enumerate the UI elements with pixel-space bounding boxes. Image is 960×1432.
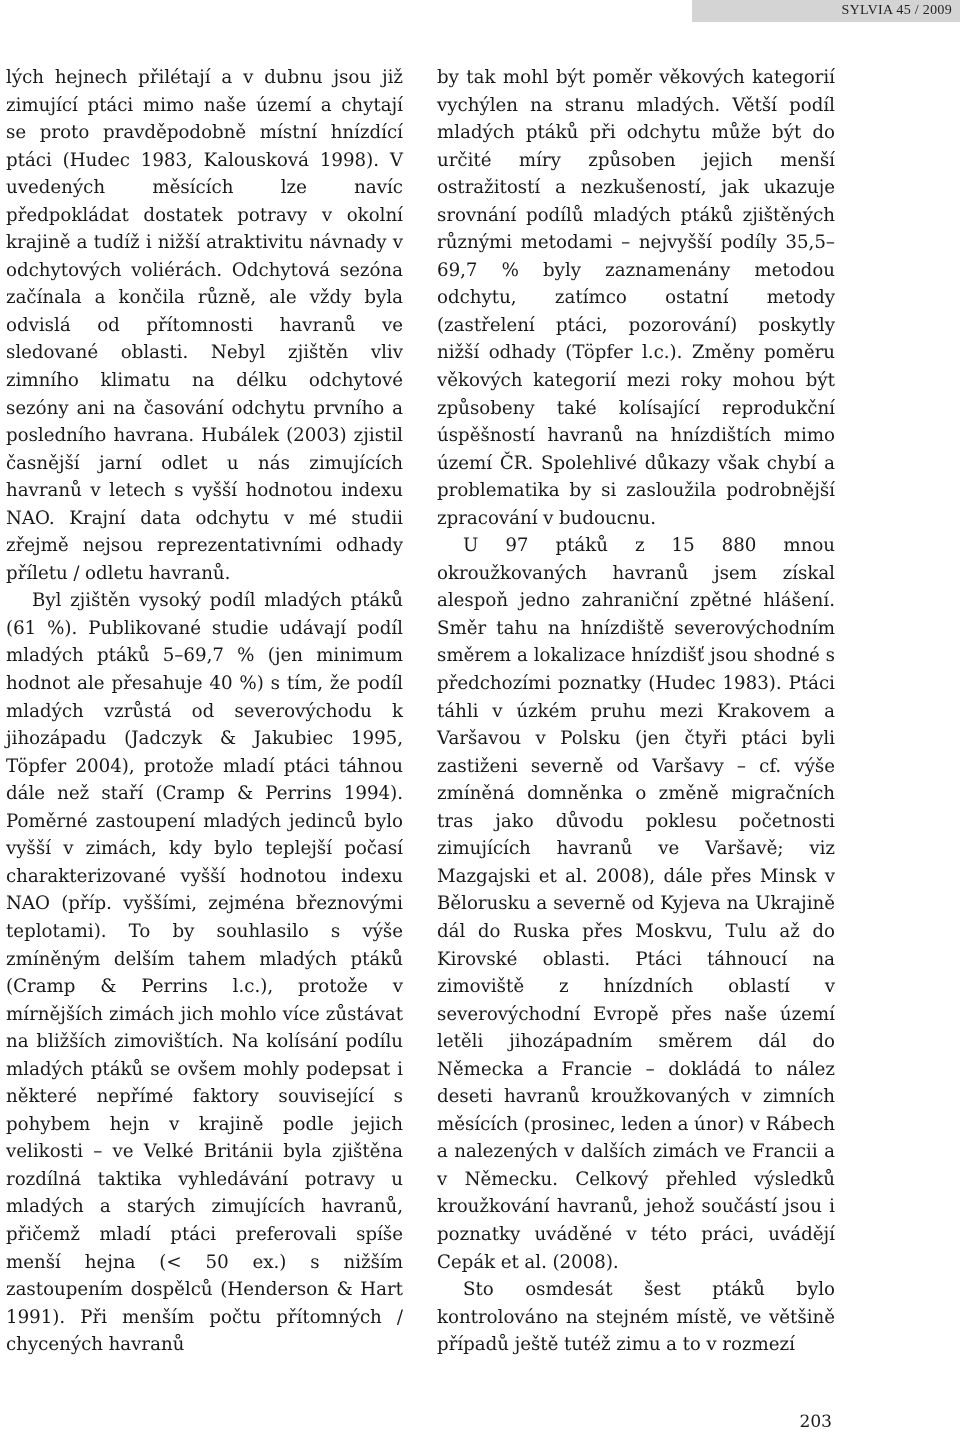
journal-header xyxy=(692,0,960,22)
journal-title: SYLVIA 45 / 2009 xyxy=(841,3,952,18)
paragraph: lých hejnech přilétají a v dubnu jsou již zimující ptáci mimo naše území a chytají se proto pravděpodobně místní hnízdící ptáci (Hudec 1983, Kalousková 1998). V uvedených měsících lze navíc předpokládat dostatek potravy v okolní krajině a tudíž i nižší atraktivitu návnady v odchytových voliérách. Odchytová sezóna začínala a končila různě, ale vždy byla odvislá od přítomnosti havranů ve sledované oblasti. Nebyl zjištěn vliv zimního klimatu na délku odchytové sezóny ani na časování odchytu prvního a posledního havrana. Hubálek (2003) zjistil časnější jarní odlet u nás zimujících havranů v letech s vyšší hodnotou indexu NAO. Krajní data odchytu v mé studii zřejmě nejsou reprezentativními odhady příletu / odletu havranů. xyxy=(6,67,403,584)
page-number: 203 xyxy=(799,1412,832,1432)
paragraph: Sto osmdesát šest ptáků bylo kontrolováno na stejném místě, ve většině případů ještě tutéž zimu a to v rozmezí xyxy=(437,1279,835,1356)
left-column xyxy=(6,64,403,1359)
paragraph: Byl zjištěn vysoký podíl mladých ptáků (61 %). Publikované studie udávají podíl mladých ptáků 5–69,7 % (jen minimum hodnot ale přesahuje 40 %) s tím, že podíl mladých vzrůstá od severovýchodu k jihozápadu (Jadczyk & Jakubiec 1995, Töpfer 2004), protože mladí ptáci táhnou dále než staří (Cramp & Perrins 1994). Poměrné zastoupení mladých jedinců bylo vyšší v zimách, kdy bylo teplejší počasí charakterizované vyšší hodnotou indexu NAO (příp. vyššími, zejména březnovými teplotami). To by souhlasilo s výše zmíněným delším tahem mladých ptáků (Cramp & Perrins l.c.), protože v mírnějších zimách jich mohlo více zůstávat na bližších zimovištích. Na kolísání podílu mladých ptáků se ovšem mohly podepsat i některé nepřímé faktory související s pohybem hejn v krajině podle jejich velikosti – ve Velké Británii byla zjištěna rozdílná taktika vyhledávání potravy u mladých a starých zimujících havranů, přičemž mladí ptáci preferovali spíše menší hejna (< 50 ex.) s nižším zastoupením dospělců (Henderson & Hart 1991). Při menším počtu přítomných / chycených havranů xyxy=(6,590,403,1356)
paragraph: by tak mohl být poměr věkových kategorií vychýlen na stranu mladých. Větší podíl mladých ptáků při odchytu může být do určité míry způsoben jejich menší ostražitostí a nezkušeností, jak ukazuje srovnání podílů mladých ptáků zjištěných různými metodami – nejvyšší podíly 35,5–69,7 % byly zaznamenány metodou odchytu, zatímco ostatní metody (zastřelení ptáci, pozorování) poskytly nižší odhady (Töpfer l.c.). Změny poměru věkových kategorií mezi roky mohou být způsobeny také kolísající reprodukční úspěšností havranů na hnízdištích mimo území ČR. Spolehlivé důkazy však chybí a problematika by si zasloužila podrobnější zpracování v budoucnu. xyxy=(437,67,835,529)
paragraph: U 97 ptáků z 15 880 mnou okroužkovaných havranů jsem získal alespoň jedno zahraniční zpětné hlášení. Směr tahu na hnízdiště severovýchodním směrem a lokalizace hnízdišť jsou shodné s předchozími poznatky (Hudec 1983). Ptáci táhli v úzkém pruhu mezi Krakovem a Varšavou v Polsku (jen čtyři ptáci byli zastiženi severně od Varšavy – cf. výše zmíněná domněnka o změně migračních tras jako důvodu poklesu početnosti zimujících havranů ve Varšavě; viz Mazgajski et al. 2008), dále přes Minsk v Bělorusku a severně od Kyjeva na Ukrajině dál do Ruska přes Moskvu, Tulu až do Kirovské oblasti. Ptáci táhnoucí na zimoviště z hnízdních oblastí v severovýchodní Evropě přes naše území letěli jihozápadním směrem dál do Německa a Francie – dokládá to nález deseti havranů kroužkovaných v zimních měsících (prosinec, leden a únor) v Rábech a nalezených v dalších zimách ve Francii a v Německu. Celkový přehled výsledků kroužkování havranů, jehož součástí jsou i poznatky uváděné v této práci, uvádějí Cepák et al. (2008). xyxy=(437,535,835,1273)
right-column xyxy=(437,64,835,1359)
